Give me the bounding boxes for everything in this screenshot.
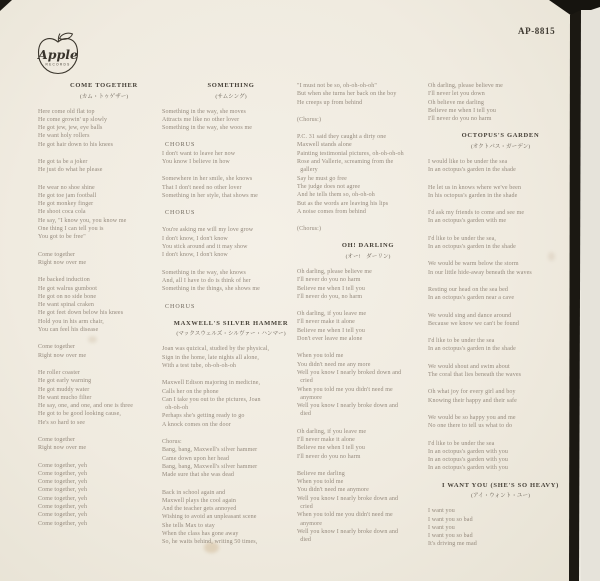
song-title-block [297,242,439,260]
lyric-line: Come together, yeh [38,504,88,511]
lyric-line: Wishing to avoid an unpleasant scene [162,514,257,521]
lyric-line: He say, "I know you, you know me [38,217,127,224]
stanza [297,116,439,124]
song-title-japanese: (マックスウェルズ・シルヴァー・ハンマー) [176,331,286,338]
lyric-line: Come together, yeh [38,487,88,494]
lyric-line: You stick around and it may show [162,244,248,251]
stanza [297,82,439,107]
stanza [297,225,439,233]
stanza [162,438,300,479]
song-title-japanese: (サムシング) [215,93,247,100]
lyric-line: Come together, yeh [38,479,88,486]
lyric-line: I want you so bad [428,533,473,540]
lyric-line: When you told me you didn't need me [297,512,393,519]
lyric-line: I would like to be under the sea [428,158,508,165]
lyric-line: Resting our head on the sea bed [428,286,509,293]
lyric-line: I'd like to be under the sea [428,338,495,345]
lyric-line: Painting testimonial pictures, oh-oh-oh-oh [297,150,404,157]
lyric-line: CHORUS [165,142,196,149]
stanza [162,108,300,133]
stanza [297,133,439,216]
lyric-line: Don't ever leave me alone [297,336,363,343]
song-title-block [38,82,170,100]
lyric-line: oh-oh-oh [162,405,189,412]
lyric-line: Come together, yeh [38,495,88,502]
lyric-line: In our little hide-away beneath the waves [428,269,532,276]
lyric-line: I'll never do you no harm [428,116,492,123]
lyric-line: You didn't need me anymore [297,487,369,494]
lyric-line: When the class has gone away [162,530,239,537]
lyric-line: Right now over me [38,445,87,452]
stanza [428,209,573,226]
lyric-line: P.C. 31 said they caught a dirty one [297,134,387,141]
lyric-line: Hold you in his arm chair, [38,318,104,325]
lyric-line: Right now over me [38,259,87,266]
lyric-line: In an octopus's garden with you [428,448,508,455]
lyric-line: cried [297,504,313,511]
stanza [38,369,170,427]
lyric-line: He got jew, jew, eye balls [38,125,103,132]
lyric-line: Maxwell plays the cool again [162,497,237,504]
lyric-line: I'll never do you no harm [297,453,361,460]
lyric-line: Perhaps she's getting ready to go [162,413,245,420]
lyric-line: Back in school again and [162,489,226,496]
lyric-line: And the teacher gets annoyed [162,506,237,513]
apple-logo-subtext: RECORDS [45,62,71,67]
lyric-line: With a test tube, oh-oh-oh-oh [162,362,237,369]
lyric-line: He want mucho filter [38,394,92,401]
lyric-line: The judge does not agree [297,183,361,190]
lyric-line: Made sure that she was dead [162,472,235,479]
lyric-line: CHORUS [165,210,196,217]
lyric-line: Oh what joy for every girl and boy [428,389,516,396]
lyrics-column [38,82,170,537]
lyric-line: I'd like to be under the sea, [428,235,497,242]
stanza [428,388,573,405]
lyric-line: He got toe jam football [38,192,97,199]
lyric-line: Calls her on the phone [162,388,219,395]
lyric-line: We would be so happy you and me [428,414,516,421]
lyric-line: He creeps up from behind [297,99,363,106]
lyric-line: Oh believe me darling [428,99,485,106]
lyric-line: Something in the way, she moves [162,108,246,115]
stanza [428,363,573,380]
lyric-line: When you told me you didn't need me [297,386,393,393]
lyric-line: You're asking me will my love grow [162,227,254,234]
lyric-line: We would sing and dance around [428,312,512,319]
lyric-line: When you told me [297,479,344,486]
lyric-line: He want holy rollers [38,133,90,140]
lyric-line: Maxwell stands alone [297,142,352,149]
lyric-line: Knowing their happy and their safe [428,397,517,404]
song-title-block [428,482,573,500]
song-title-japanese: (オクトパス・ガーデン) [470,143,531,150]
lyric-line: CHORUS [165,303,196,310]
lyric-line: Rose and Vallerie, screaming from the [297,159,394,166]
lyric-line: I'll never make it alone [297,319,355,326]
lyric-line: It's driving me mad [428,541,477,548]
lyric-line: And he tells them so, oh-oh-oh [297,192,375,199]
lyric-line: anymore [297,394,323,401]
lyric-line: I don't know, I don't know [162,252,228,259]
lyric-line: Came down upon her head [162,455,230,462]
lyric-line: gallery [297,167,318,174]
song-title-japanese: (アイ・ウォント・ユー) [471,493,530,500]
lyric-line: Come together, yeh [38,462,88,469]
lyric-line: He got early warning [38,378,92,385]
lyric-line: Believe me when I tell you [297,285,365,292]
lyric-line: Come together [38,251,76,258]
song-title: OCTOPUS'S GARDEN [461,132,540,140]
lyric-line: Believe me darling [297,470,345,477]
lyric-line: One thing I can tell you is [38,226,104,233]
lyric-line: He wear no shoe shine [38,184,95,191]
lyric-line: He's so hard to see [38,419,86,426]
lyric-line: I'll never do you no harm [297,277,361,284]
lyric-line: He backed induction [38,277,90,284]
lyric-line: He got monkey finger [38,201,94,208]
stanza [297,352,439,418]
stanza [38,436,170,453]
lyric-line: Bang, bang, Maxwell's silver hammer [162,463,258,470]
lyric-line: That I don't need no other lover [162,184,242,191]
stanza [428,82,573,123]
lyric-line: In an octopus's garden with me [428,218,507,225]
lyric-line: He shoot coca cola [38,209,86,216]
lyric-line: I don't know, I don't know [162,235,228,242]
lyric-line: Bang, bang, Maxwell's silver hammer [162,447,258,454]
stanza [162,141,300,166]
stanza [38,251,170,268]
stanza [162,226,300,259]
lyric-line: "I must not be so, oh-oh-oh-oh" [297,83,377,89]
lyric-line: In an octopus's garden in the shade [428,167,516,174]
lyric-line: Oh darling, if you leave me [297,311,367,318]
lyric-line: Come together [38,437,76,443]
lyric-line: Something in the way, she knows [162,269,246,276]
lyric-line: He got on no side bone [38,293,97,300]
lyric-line: Sign in the home, late nights all alone, [162,354,259,361]
lyric-line: He just do what he please [38,167,103,174]
lyric-line: Come together, yeh [38,512,88,519]
lyric-line: Something in the way, she woos me [162,125,253,132]
stanza [428,158,573,175]
stanza [38,462,170,528]
stanza [162,303,300,311]
stanza [428,337,573,354]
lyric-line: He got to be good looking cause, [38,411,121,418]
stanza [38,343,170,360]
lyric-line: anymore [297,520,323,527]
song-title-japanese: (オー! ダーリン) [345,253,391,260]
lyric-line: I want you [428,508,455,515]
stanza [162,489,300,547]
lyrics-column [297,82,439,554]
stanza [428,235,573,252]
stanza [162,175,300,200]
lyric-line: died [297,537,312,544]
lyric-line: In an octopus's garden with you [428,465,508,472]
lyric-line: Well you know I nearly broke down and [297,495,399,502]
lyric-line: Joan was quizical, studied by the physical, [162,346,270,353]
lyric-line: Say he must go free [297,175,347,182]
lyric-line: I'll never do you, no harm [297,293,363,300]
lyric-line: In his octopus's garden in the shade [428,192,518,199]
stanza [428,286,573,303]
stanza [297,310,439,343]
lyric-line: I don't want to leave her now [162,150,236,157]
lyric-line: He say, one, and one, and one is three [38,403,133,410]
lyric-line: But as the words are leaving his lips [297,200,389,207]
song-title-japanese: (カム・トゥゲザー) [79,93,129,100]
lyric-line: He got feet down below his knees [38,310,124,317]
lyric-line: He got walrus gumboot [38,285,98,292]
lyric-line: Can I take you out to the pictures, Joan [162,396,261,403]
lyric-line: He got hair down to his knees [38,141,114,148]
lyric-line: Something in her style, that shows me [162,192,258,199]
lyric-line: He got muddy water [38,386,90,393]
lyric-line: He roller coaster [38,369,81,376]
stanza [162,269,300,294]
stanza [428,414,573,431]
lyric-line: Believe me when I tell you [297,445,365,452]
lyric-line: Oh darling, please believe me [297,268,372,275]
stanza [162,345,300,370]
lyric-line: Come together, yeh [38,520,88,527]
song-title: SOMETHING [207,82,255,89]
lyric-line: Well you know I nearly broked down and [297,369,402,376]
lyric-line: (Chorus:) [297,116,322,123]
lyric-line: Chorus: [162,439,182,446]
lyric-line: She tells Max to stay [162,522,215,529]
stanza [38,184,170,242]
lyric-line: You can feel his disease [38,327,99,334]
stanza [38,276,170,334]
lyric-line: You didn't need me any more [297,361,371,368]
stanza [297,268,439,301]
lyric-line: I'd ask my friends to come and see me [428,210,525,217]
lyric-line: A knock comes on the door [162,421,231,428]
stanza [162,209,300,217]
lyric-line: He come growin' up slowly [38,116,108,123]
stanza [162,379,300,429]
lyric-line: When you told me [297,353,344,360]
lyric-line: Believe me when I tell you [428,107,496,114]
lyric-line: We would be warm below the storm [428,261,519,268]
lyric-line: Believe me when I tell you [297,327,365,334]
lyric-line: (Chorus:) [297,226,322,233]
catalog-number: AP-8815 [518,26,556,36]
lyric-line: I'd like to be under the sea [428,440,495,447]
lyric-line: I'll never make it alone [297,437,355,443]
lyric-line: Maxwell Edison majoring in medicine, [162,380,261,387]
stanza [297,428,439,461]
stanza [428,440,573,473]
lyric-line: A noise comes from behind [297,208,366,215]
lyric-line: The coral that lies beneath the waves [428,372,522,379]
lyric-line: Come together [38,344,76,351]
lyric-line: So, he waits behind, writing 50 times, [162,539,258,546]
lyric-line: Somewhere in her smile, she knows [162,176,253,183]
lyric-line: Because we know we can't be found [428,320,520,327]
lyric-line: In an octopus's garden near a cave [428,295,515,302]
song-title-block [162,320,300,338]
lyric-line: But when she turns her back on the boy [297,91,397,98]
lyric-line: We would shout and swim about [428,363,510,370]
stanza [428,507,573,548]
lyric-line: In an octopus's garden in the shade [428,346,516,353]
stanza [428,184,573,201]
lyric-line: Here come old flat top [38,108,95,115]
song-title: OH! DARLING [341,242,395,250]
lyric-line: Right now over me [38,352,87,359]
stanza [38,158,170,175]
lyric-line: He got ta be a joker [38,158,88,165]
lyric-line: In an octopus's garden in the shade [428,244,516,251]
stanza [297,470,439,545]
lyric-line: You know I believe in how [162,158,230,165]
stanza [428,312,573,329]
song-title: COME TOGETHER [70,82,138,89]
lyric-line: Well you know I nearly broke down and [297,528,399,535]
lyric-line: I'll never let you down [428,91,485,98]
lyric-line: I want you [428,524,455,531]
lyric-line: Oh darling, if you leave me [297,428,367,435]
lyric-line: I want you so bad [428,516,473,523]
lyric-line: Well you know I nearly broke down and [297,403,399,410]
stanza [428,260,573,277]
song-title-block [428,132,573,150]
song-title: I WANT YOU (SHE'S SO HEAVY) [441,481,560,489]
lyrics-column [162,82,300,556]
lyric-line: In an octopus's garden with you [428,457,508,464]
lyric-line: Come together, yeh [38,470,88,477]
lyric-line: You got to be free" [38,234,86,241]
lyric-line: He want spinal craken [38,302,94,309]
song-title-block [162,82,300,100]
lyric-line: cried [297,378,313,385]
lyric-line: No one there to tell us what to do [428,423,513,430]
lyrics-column [428,82,573,558]
lyric-line: And, all I have to do is think of her [162,277,251,284]
lyric-line: Attracts me like no other lover [162,116,240,123]
lyric-line: died [297,411,312,418]
song-title: MAXWELL'S SILVER HAMMER [173,319,289,327]
apple-logo-text: Apple [38,47,78,62]
stanza [38,108,170,149]
lyric-line: He let us in knows where we've been [428,184,522,191]
lyric-line: Oh darling, please believe me [428,83,503,89]
lyric-line: Something in the things, she shows me [162,286,260,293]
